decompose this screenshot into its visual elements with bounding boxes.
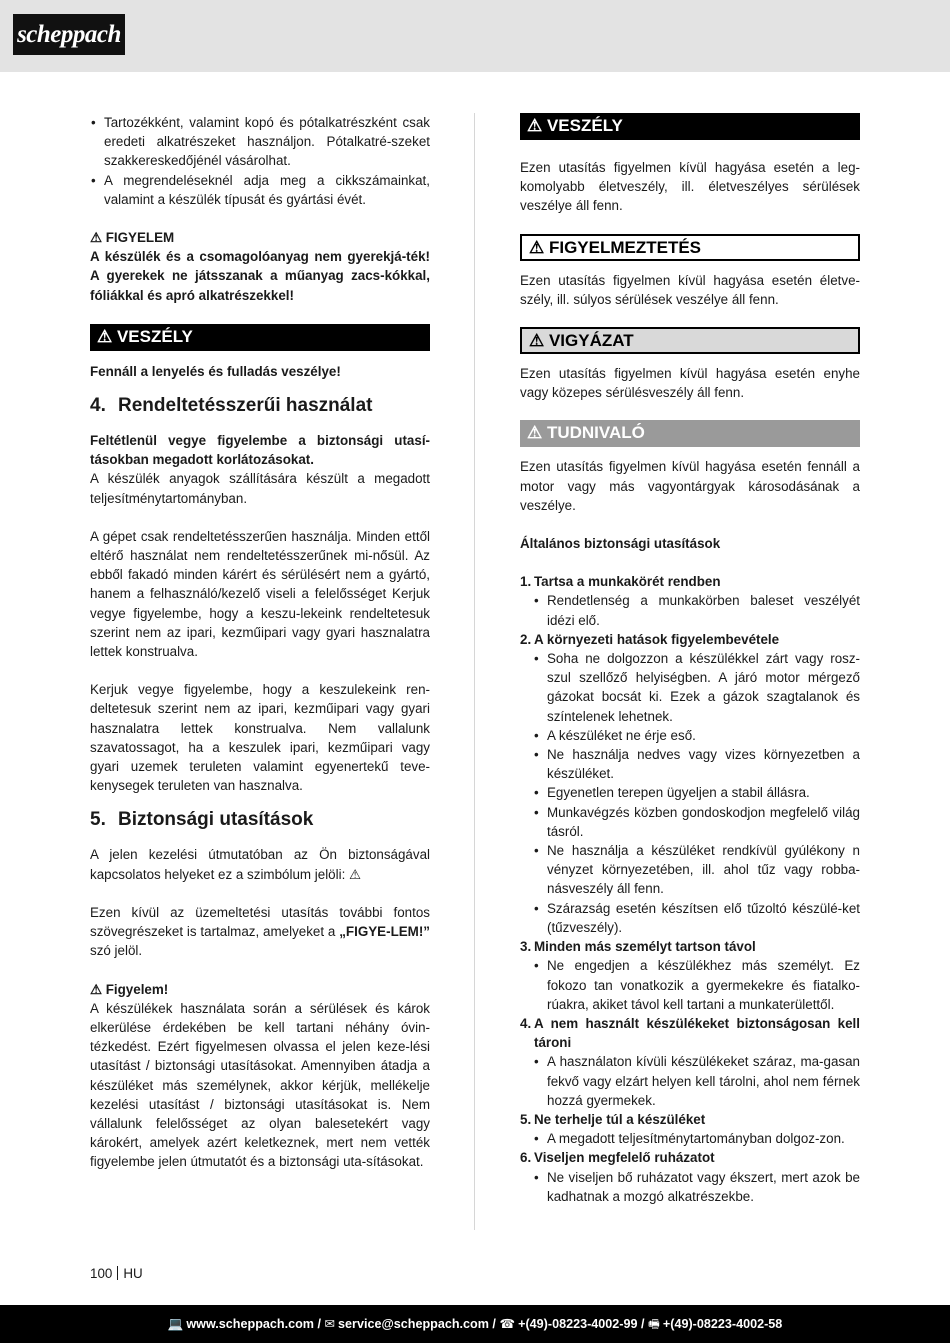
section-title-text: Viseljen megfelelő ruházatot	[534, 1150, 715, 1166]
column-divider	[474, 113, 475, 1230]
section-4-intro: Feltétlenül vegye figyelembe a biztonsági utasí-tásokban megadott korlátozásokat.	[90, 433, 430, 468]
section-title	[520, 630, 860, 649]
signal-description: Ezen utasítás figyelmen kívül hagyása esetén életve-szély, ill. súlyos sérülések veszélye áll fenn.	[520, 272, 860, 307]
section-title: Rendeltetésszerűi használat	[118, 395, 373, 417]
list-item: • A megrendeléseknél adja meg a cikkszámainkat, valamint a készülék típusát és gyártási évét.	[90, 171, 430, 209]
phone-number: +(49)-08223-4002-99	[518, 1317, 638, 1331]
section-title	[520, 1014, 860, 1052]
list-item: • Egyenetlen terepen ügyeljen a stabil állásra.	[533, 783, 860, 802]
fax-number: +(49)-08223-4002-58	[662, 1317, 783, 1331]
section-5-heading	[90, 807, 430, 833]
section-title-text: Ne terhelje túl a készüléket	[534, 1111, 706, 1127]
header-band	[0, 0, 950, 72]
section-4-paragraph: Kerjuk vegye figyelembe, hogy a keszulekeink ren-deltetesuk szerint nem az ipari, kezműipari vagy gyari hasznalatra lettek konstrualva. Nem vallalunk szavatossagot, ha a keszulek ipari, kezműipari vagy gyari uzemek teruleten valamint egyenertekű teve-kenysegek teruleten van hasznalva.	[90, 682, 430, 794]
attention-text: A készülék és a csomagolóanyag nem gyerekjá-ték! A gyerekek ne játsszanak a műanyag zacs-kókkal, fóliákkal és apró alkatrészekkel!	[90, 249, 430, 303]
signal-description: Ezen utasítás figyelmen kívül hagyása esetén enyhe vagy közepes sérülésveszély áll fenn.	[520, 366, 860, 401]
contact-footer	[0, 1305, 950, 1343]
danger-banner: ⚠ VESZÉLY	[520, 113, 860, 140]
signal-description: Ezen utasítás figyelmen kívül hagyása esetén fennáll a motor vagy más vagyontárgyak károsodásának a veszélye.	[520, 459, 860, 513]
email-link[interactable]: service@scheppach.com	[338, 1317, 489, 1331]
list-item: • Soha ne dolgozzon a készülékkel zárt vagy rosz-szul szellőző helyiségben. A járó motor mérgező gázokat bocsát ki. Ezek a gázok szagtalanok és színtelenek lehetnek.	[533, 649, 860, 726]
computer-icon: 💻	[167, 1317, 184, 1331]
list-item: • Ne engedjen a készülékhez más személyt. Ez fokozo tan vonatkozik a gyermekekre és fiatalko-rúakra, akiket távol kell tartani a munkaterülettől.	[533, 956, 860, 1014]
section-items	[533, 591, 860, 629]
note-text: A készülékek használata során a sérülések és károk elkerülése érdekében be kell tartani néhány óvin-tézkedést. Ezért figyelmesen olvassa el jelen keze-lési utasítást / biztonsági utasításokat. Amennyiben átadja a készüléket más személynek, akkor kérjük, mellékelje kezelési utasítást / biztonsági utasításokat is. Nem vállalunk felelősséget az olyan balesetekért vagy károkért, amelyek azért keletkeznek, mert nem vették figyelembe jelen útmutatót és a biztonsági uta-sításokat.	[90, 1000, 430, 1170]
attention-title: ⚠ FIGYELEM	[90, 230, 175, 246]
list-item: • Ne használja a készüléket rendkívül gyúlékony n vényzet környezetében, ill. ahol tűz vagy robba-násveszély áll fenn.	[533, 841, 860, 899]
scheppach-logo: scheppach	[13, 14, 125, 55]
list-item: • Tartozékként, valamint kopó és pótalkatrészként csak eredeti alkatrészeket használjon. Pótalkatré-szeket szakkereskedőjénél vásárolhat.	[90, 113, 430, 171]
section-title	[520, 1110, 860, 1129]
section-items	[533, 956, 860, 1014]
signal-description: Ezen utasítás figyelmen kívül hagyása esetén a leg-komolyabb életveszély, ill. életveszélyes sérülések veszélye áll fenn.	[520, 160, 860, 214]
section-title-text: Minden más személyt tartson távol	[534, 939, 756, 955]
section-title-text: Tartsa a munkakörét rendben	[534, 574, 721, 590]
list-item: • Munkavégzés közben gondoskodjon megfelelő világ tásról.	[533, 803, 860, 841]
section-number: 3.	[520, 939, 532, 955]
danger-banner: ⚠ VESZÉLY	[90, 324, 430, 351]
section-number: 6.	[520, 1150, 532, 1166]
mail-icon: ✉	[324, 1317, 336, 1331]
warning-banner: ⚠ FIGYELMEZTETÉS	[520, 234, 860, 261]
text-run-bold: „FIGYE-LEM!”	[339, 924, 430, 940]
section-4-paragraph: A gépet csak rendeltetésszerűen használja. Minden ettől eltérő használat nem rendeltetésszerűnek mi-nősül. Az ebből fakadó minden kárért és sérülésért nem a gyártó, hanem a felhasználó/kezelő viseli a felelősséget Kerjuk vegye figyelembe, hogy a keszu-lekeink rendeltetesuk szerint nem az ipari, kezműipari vagy gyari hasznalatra lettek konstrualva.	[90, 528, 430, 660]
safety-section	[520, 937, 860, 1014]
section-title-text: A nem használt készülékeket biztonságosan kell tároni	[534, 1015, 860, 1051]
spare-parts-list	[90, 113, 430, 209]
left-column	[90, 113, 430, 1172]
section-number: 4.	[520, 1015, 532, 1031]
section-title: Biztonsági utasítások	[118, 809, 314, 831]
page-number	[90, 1264, 143, 1283]
section-title	[520, 937, 860, 956]
right-column	[520, 113, 860, 1206]
general-safety-title: Általános biztonsági utasítások	[520, 536, 721, 552]
section-number: 5.	[520, 1111, 532, 1127]
footer-separator: /	[488, 1317, 500, 1331]
safety-sections	[520, 572, 860, 1206]
section-number: 5.	[90, 809, 106, 831]
list-item: • Ne viseljen bő ruházatot vagy ékszert, mert azok be kadhatnak a mozgó alkatrészekbe.	[533, 1168, 860, 1206]
phone-icon: ☎	[499, 1317, 516, 1331]
list-item: • A használaton kívüli készülékeket száraz, ma-gasan fekvő vagy elzárt helyen kell tárolni, ahol nem férnek hozzá gyermekek.	[533, 1052, 860, 1110]
section-title	[520, 572, 860, 591]
list-item: • Ne használja nedves vagy vizes környezetben a készüléket.	[533, 745, 860, 783]
fax-icon: 🖷	[648, 1317, 660, 1331]
text-run: szó jelöl.	[90, 943, 143, 959]
page-number-separator	[117, 1266, 118, 1280]
section-title-text: A környezeti hatások figyelembevétele	[534, 631, 780, 647]
section-items	[533, 1129, 860, 1148]
section-5-paragraph	[90, 903, 430, 961]
section-items	[533, 1168, 860, 1206]
danger-text: Fennáll a lenyelés és fulladás veszélye!	[90, 363, 341, 379]
list-item: • Szárazság esetén készítsen elő tűzoltó készülé-ket (tűzveszély).	[533, 899, 860, 937]
safety-section	[520, 1148, 860, 1206]
section-items	[533, 649, 860, 937]
safety-section	[520, 1110, 860, 1148]
list-item: • A megadott teljesítménytartományban dolgoz-zon.	[533, 1129, 860, 1148]
section-4-paragraph: A készülék anyagok szállítására készült a megadott teljesítménytartományban.	[90, 471, 430, 506]
website-link[interactable]: www.scheppach.com	[186, 1317, 314, 1331]
section-number: 4.	[90, 395, 106, 417]
section-number: 1.	[520, 574, 532, 590]
text-run: Ezen kívül az üzemeltetési utasítás további fontos szövegrészeket is tartalmaz, amelyeket a	[90, 904, 430, 940]
section-title	[520, 1148, 860, 1167]
list-item: • Rendetlenség a munkakörben baleset veszélyét idézi elő.	[533, 591, 860, 629]
caution-banner: ⚠ VIGYÁZAT	[520, 327, 860, 354]
note-title: ⚠ Figyelem!	[90, 981, 169, 997]
safety-section	[520, 630, 860, 937]
page-number-value: 100	[90, 1266, 113, 1281]
language-code: HU	[123, 1266, 143, 1281]
list-item: • A készüléket ne érje eső.	[533, 726, 860, 745]
section-5-paragraph: A jelen kezelési útmutatóban az Ön biztonságával kapcsolatos helyeket ez a szimbólum jelöli: ⚠	[90, 847, 430, 882]
section-4-heading	[90, 393, 430, 419]
safety-section	[520, 572, 860, 630]
notice-banner: ⚠ TUDNIVALÓ	[520, 420, 860, 447]
section-number: 2.	[520, 631, 532, 647]
safety-section	[520, 1014, 860, 1110]
section-items	[533, 1052, 860, 1110]
footer-separator: /	[313, 1317, 325, 1331]
footer-separator: /	[637, 1317, 649, 1331]
